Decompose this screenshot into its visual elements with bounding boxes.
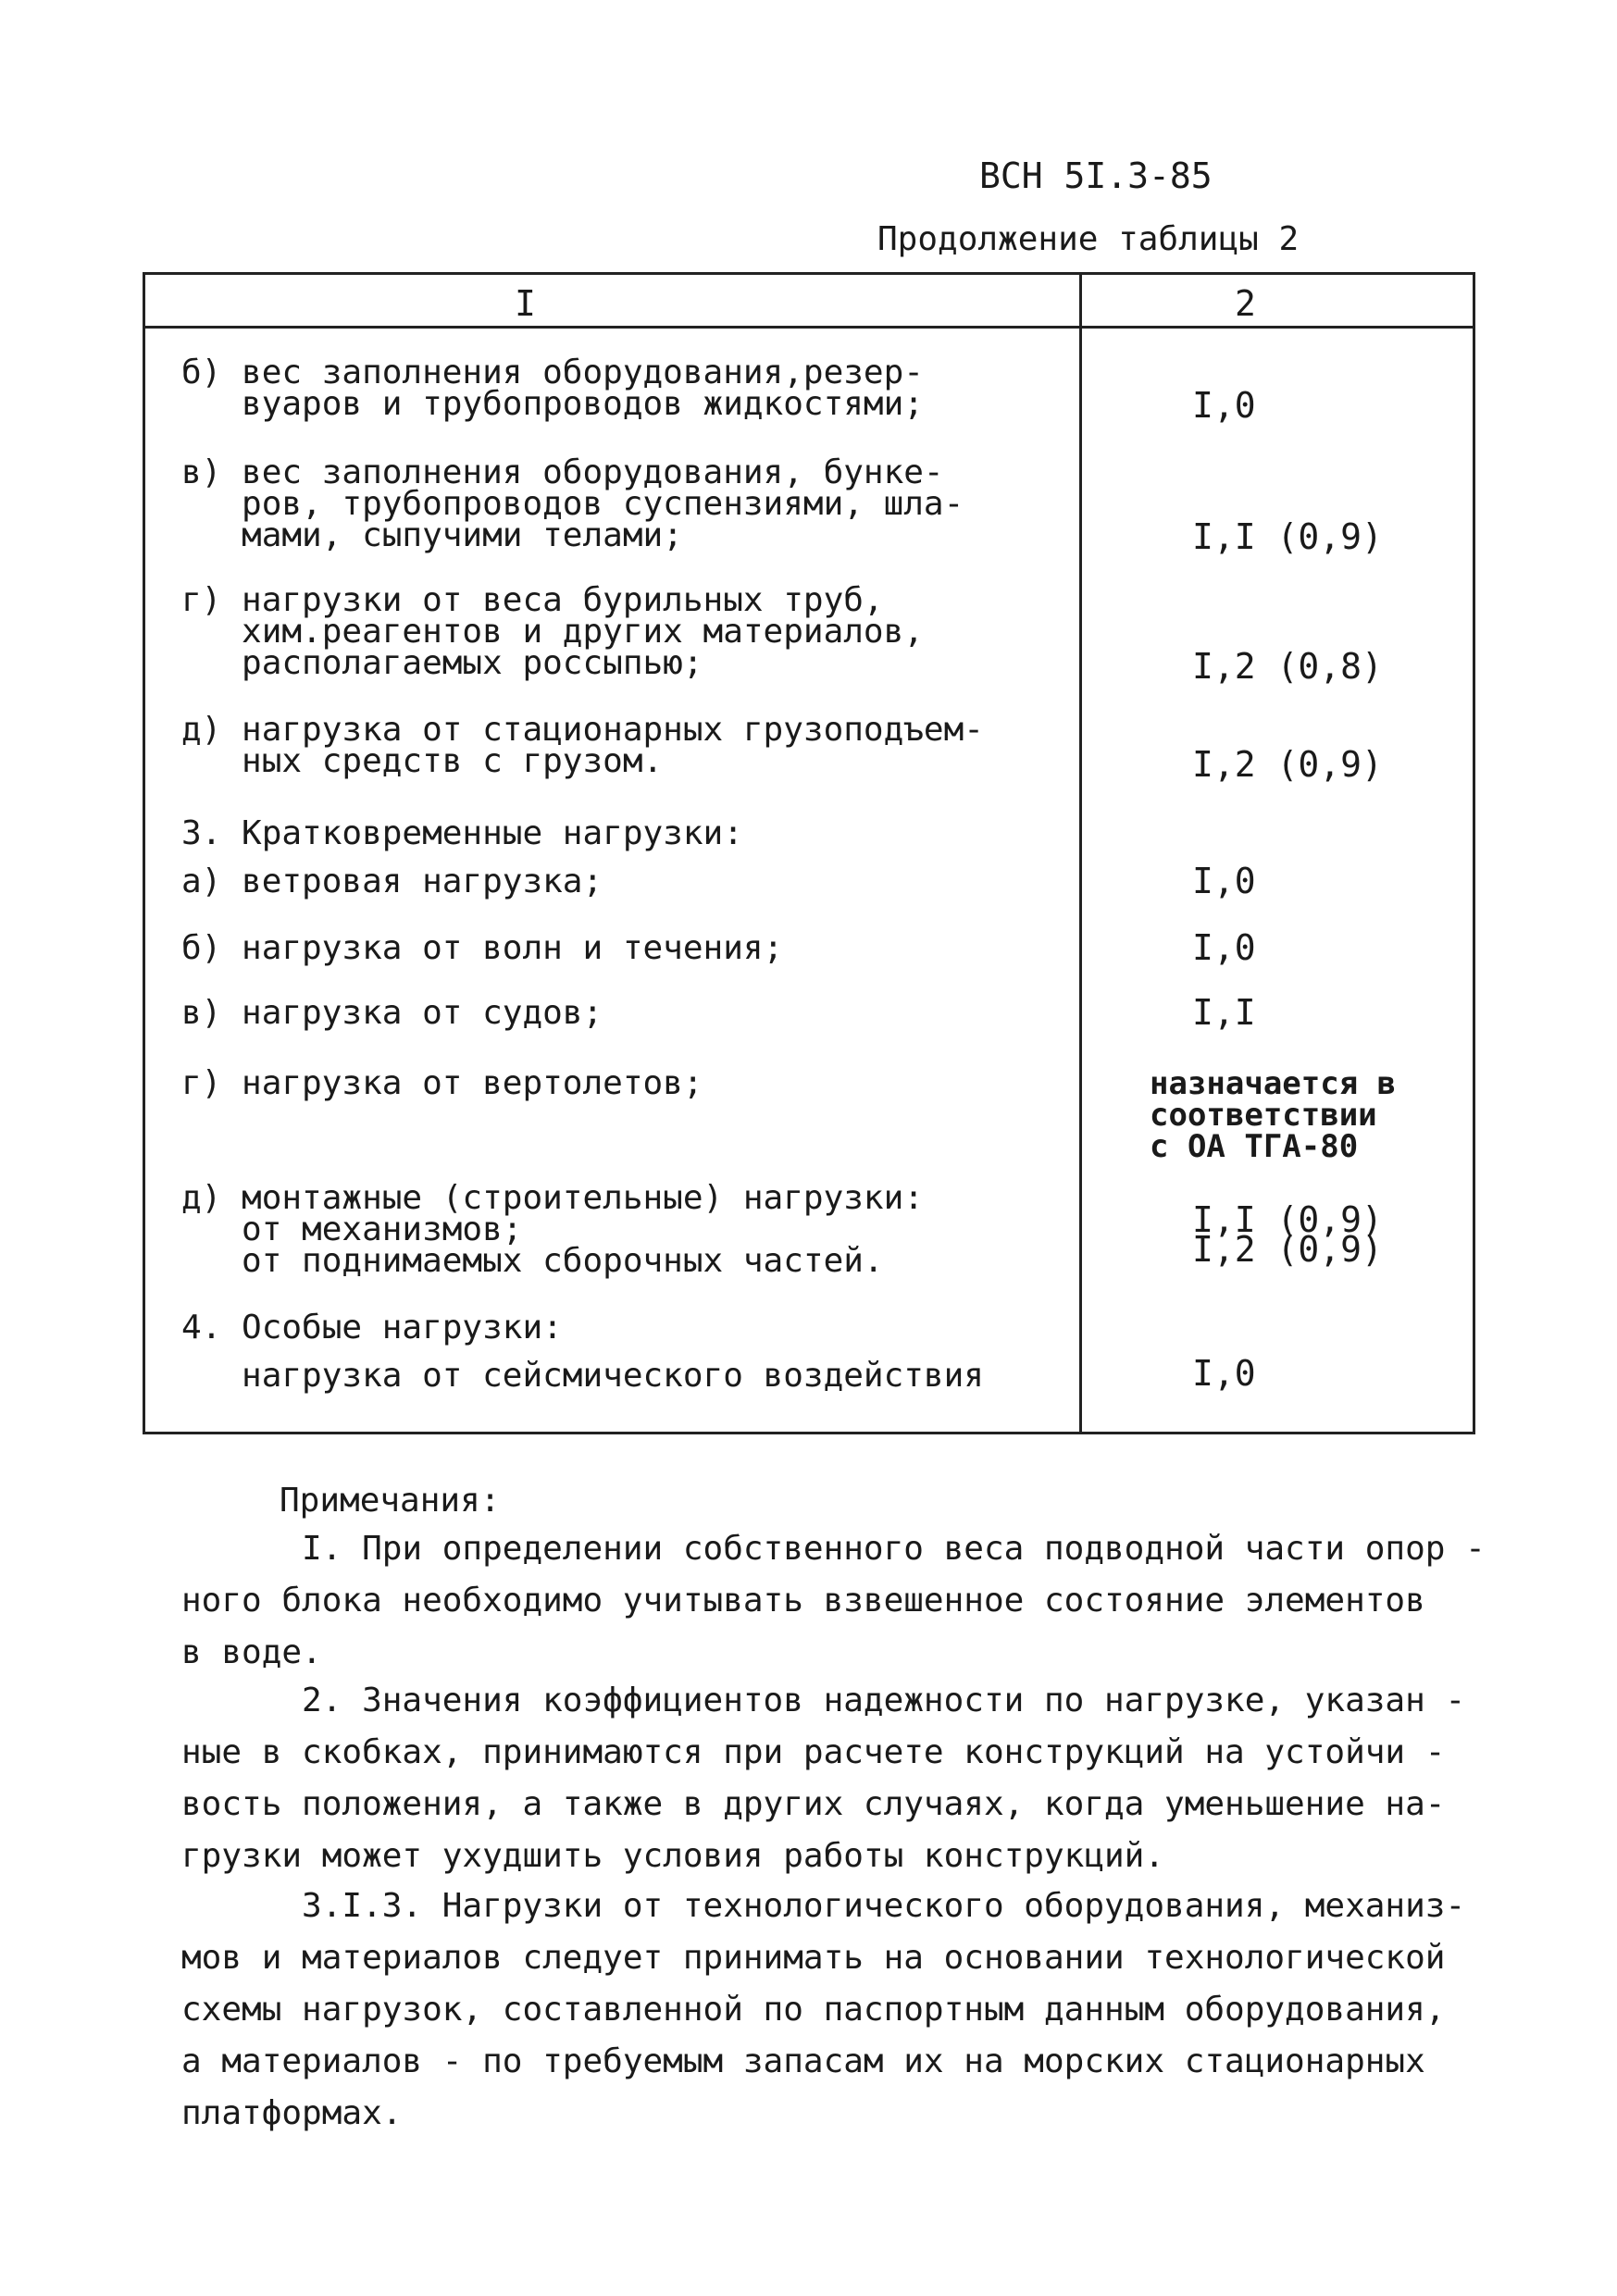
table-row-value: I,0 [1192,1353,1256,1394]
table-row-value: I,I (0,9) [1192,516,1383,557]
table-row-label: г) нагрузка от вертолетов; [181,1064,703,1102]
table-row-label: в) вес заполнения оборудования, бунке- ров, трубопроводов суспензиями, шла- мами, сыпучими телами; [181,453,964,554]
table-row-label: д) нагрузка от стационарных грузоподъем- ных средств с грузом. [181,711,984,780]
notes-heading: Примечания: [280,1482,501,1520]
table-row-label: нагрузка от сейсмического воздействия [181,1357,984,1395]
table-row-label: г) нагрузки от веса бурильных труб, хим.реагентов и других материалов, располагаемых россыпью; [181,581,924,682]
table-row-label: 3. Кратковременные нагрузки: [181,814,743,852]
table-row-label: а) ветровая нагрузка; [181,863,603,900]
table-row-value: I,0 [1192,927,1256,968]
table-row-label: б) вес заполнения оборудования,резер- вуаров и трубопроводов жидкостями; [181,354,924,423]
table-row-value: I,0 [1192,385,1256,426]
table-row-label: в) нагрузка от судов; [181,994,603,1032]
table-row-value: I,I [1192,992,1256,1033]
table-row-label: б) нагрузка от волн и течения; [181,929,784,967]
paragraph-3-1-3: 3.I.3. Нагрузки от технологического оборудования, механиз- мов и материалов следует принимать на основании технологической схемы нагрузок, составленной по паспортным данным оборудования, а материалов - по требуемым запасам их на морских стационарных платформах. [181,1887,1466,2132]
header-divider [143,326,1475,329]
table-caption: Продолжение таблицы 2 [877,220,1300,258]
column-divider [1079,272,1082,1434]
column-header-2: 2 [1235,283,1256,324]
note-1: I. При определении собственного веса подводной части опор - ного блока необходимо учитывать взвешенное состояние элементов в воде. [181,1530,1486,1671]
table-row-value: I,2 (0,8) [1192,646,1383,687]
column-header-1: I [515,283,536,324]
table-row-value: I,I (0,9) I,2 (0,9) [1192,1199,1383,1270]
table-row-value: I,2 (0,9) [1192,744,1383,785]
table-row-value: назначается в соответствии с ОА ТГА-80 [1150,1065,1397,1165]
table-row-label: 4. Особые нагрузки: [181,1309,563,1347]
document-code: ВСН 5I.3-85 [979,155,1213,196]
table-row-value: I,0 [1192,861,1256,901]
table-row-label: д) монтажные (строительные) нагрузки: от механизмов; от поднимаемых сборочных частей. [181,1179,924,1280]
note-2: 2. Значения коэффициентов надежности по нагрузке, указан - ные в скобках, принимаются при расчете конструкций на устойчи - вость положения, а также в других случаях, когда уменьшение на- грузки может ухудшить условия работы конструкций. [181,1682,1466,1875]
